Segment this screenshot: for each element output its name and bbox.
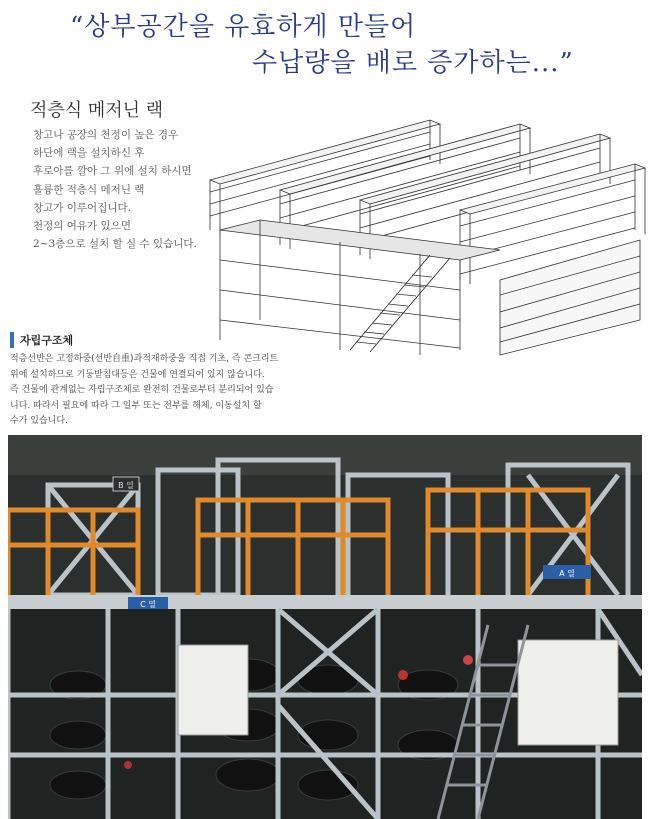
description-line: 하단에 랙을 설치하신 후 [33,147,145,160]
stair [350,255,450,352]
subsection-line: 니다. 따라서 필요에 따라 그 일부 또는 전부를 해체, 이동설치 할 [10,400,262,411]
subsection [10,332,320,430]
subsection-title: 자립구조체 [10,332,320,348]
description-line: 훌륭한 적층식 메저닌 랙 [33,183,145,196]
lower-racks [8,609,642,819]
subsection-line: 수가 있습니다. [10,416,68,426]
upper-rack-row [210,120,440,234]
subsection-line: 즉 건물에 관계없는 자립구조체로 완전히 건물로부터 분리되어 있습 [10,385,274,395]
mezzanine-rack-illustration [200,80,650,360]
sign-upper: A 열 [559,569,575,578]
description-line: 창고가 이루어집니다. [33,201,131,214]
section-title: 적층식 메저닌 랙 [30,100,164,121]
subsection-line: 위에 설치하므로 기둥받침대등은 건물에 연결되어 있지 않습니다. [10,369,265,380]
description-line: 천정의 여유가 있으면 [33,220,131,233]
warehouse-photo [8,435,642,819]
description-line: 2~3층으로 설치 할 실 수 있습니다. [33,238,197,251]
sign-left: C 열 [140,600,156,609]
description-line: 후로아를 깔아 그 위에 설치 하시면 [33,165,192,178]
warehouse-photo-drawing [8,435,642,819]
subsection-line: 적층선반은 고정하중(선반自重)과적재하중을 직접 기초, 즉 콘크리트 [10,354,279,364]
headline [0,0,650,80]
headline-line-2: 수납량을 배로 증가하는...” [252,48,574,78]
subsection-body [10,352,320,430]
headline-line-1: “상부공간을 유효하게 만들어 [70,12,417,42]
sign-top: B 열 [118,481,134,490]
description-line: 창고나 공장의 천정이 높은 경우 [33,129,179,141]
